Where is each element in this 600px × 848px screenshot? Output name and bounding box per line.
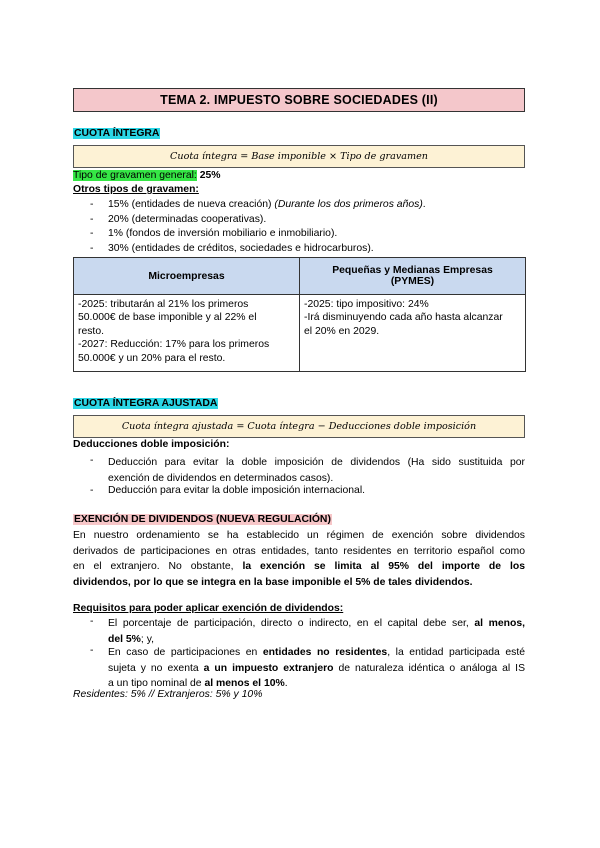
cuota-ajustada-heading: CUOTA ÍNTEGRA AJUSTADA xyxy=(74,398,218,409)
table-header-pymes: Pequeñas y Medianas Empresas (PYMES) xyxy=(300,258,526,295)
exencion-heading: EXENCIÓN DE DIVIDENDOS (NUEVA REGULACIÓN) xyxy=(74,514,331,525)
table-cell-microempresas: -2025: tributarán al 21% los primeros 50.000€ de base imponible y al 22% el resto. -2027: Reducción: 17% para los primeros 50.000€ y un 20% para el resto. xyxy=(74,295,300,372)
exencion-paragraph: En nuestro ordenamiento se ha establecido un régimen de exención sobre dividendos derivados de participaciones en otras entidades, tanto residentes en territorio español como en el extranjero. No obstante, la exención se limita al 95% del importe de los dividendos, por lo que se integra en la base imponible el 5% de tales dividendos. xyxy=(73,530,525,588)
page-title: TEMA 2. IMPUESTO SOBRE SOCIEDADES (II) xyxy=(73,88,525,112)
cuota-ajustada-formula: Cuota íntegra ajustada = Cuota íntegra − Deducciones doble imposición xyxy=(73,415,525,438)
comparison-table xyxy=(73,257,526,372)
table-cell-pymes: -2025: tipo impositivo: 24% -Irá disminuyendo cada año hasta alcanzar el 20% en 2029. xyxy=(300,295,526,372)
document-page: TEMA 2. IMPUESTO SOBRE SOCIEDADES (II) CUOTA ÍNTEGRA Cuota íntegra = Base imponible × Tipo de gravamen Tipo de gravamen general: 25% Otros tipos de gravamen: - 15% (entidades de nueva creación) (Durante los dos primeros años). - 20% (determinadas cooperativas). - 1% (fondos de inversión mobiliario e inmobiliario). - 30% (entidades de créditos, sociedades e hidrocarburos). Microempresas Pequeñas y Medianas Empresas (PYMES) -2025: tributarán al 21% los primeros 50.000€ de base imponible y al 22% el resto. -2027: Reducción: 17% para los primeros 50.000€ y un 20% para el resto. -2025: tipo impositivo: 24% -Irá disminuyendo cada año hasta alcanzar el 20% en 2029. CUOTA ÍNTEGRA AJUSTADA Cuota íntegra ajustada = Cuota íntegra − Deducciones doble imposición Deducciones doble imposición: - Deducción para evitar la doble imposición de dividendos (Ha sido sustituida por exención de dividendos en determinados casos). - Deducción para evitar la doble imposición internacional. EXENCIÓN DE DIVIDENDOS (NUEVA REGULACIÓN) En nuestro ordenamiento se ha establecido un régimen de exención sobre dividendos derivados de participaciones en otras entidades, tanto residentes en territorio español como en el extranjero. No obstante, la exención se limita al 95% del importe de los dividendos, por lo que se integra en la base imponible el 5% de tales dividendos. Requisitos para poder aplicar exención de dividendos: - El porcentaje de participación, directo o indirecto, en el capital debe ser, al menos, del 5%; y, - En caso de participaciones en entidades no residentes, la entidad participada esté sujeta y no exenta a un impuesto extranjero de naturaleza idéntica o análoga al IS a un tipo nominal de al menos el 10%. Residentes: 5% // Extranjeros: 5% y 10% xyxy=(0,0,600,848)
footnote: Residentes: 5% // Extranjeros: 5% y 10% xyxy=(73,689,263,700)
requisitos-label: Requisitos para poder aplicar exención de dividendos: xyxy=(73,603,344,614)
deducciones-label: Deducciones doble imposición: xyxy=(73,439,230,450)
table-header-microempresas: Microempresas xyxy=(74,258,300,295)
cuota-integra-formula: Cuota íntegra = Base imponible × Tipo de gravamen xyxy=(73,145,525,168)
cuota-integra-heading: CUOTA ÍNTEGRA xyxy=(74,128,160,139)
otros-tipos-label: Otros tipos de gravamen: xyxy=(73,184,199,195)
tipo-general: Tipo de gravamen general: 25% xyxy=(73,170,221,181)
